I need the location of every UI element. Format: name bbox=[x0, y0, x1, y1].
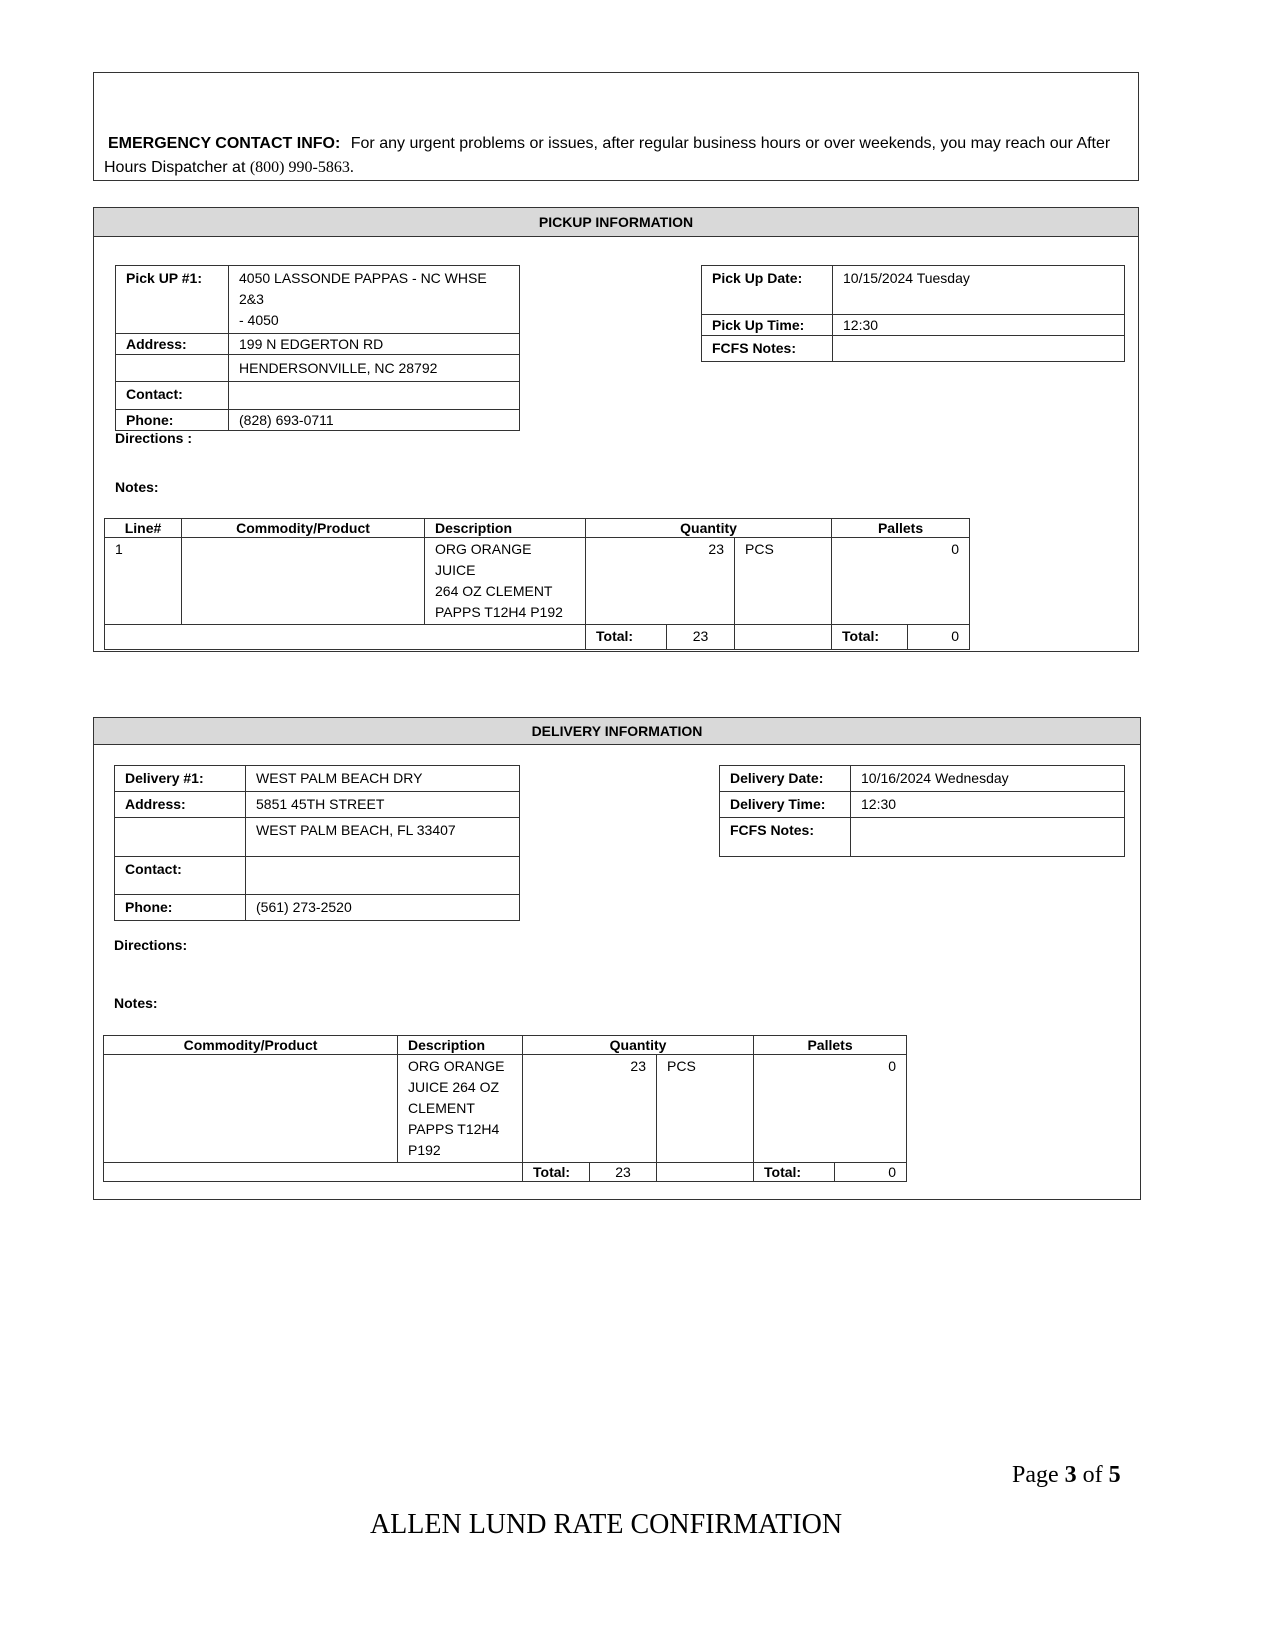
delivery-date-value: 10/16/2024 Wednesday bbox=[851, 766, 1125, 792]
delivery-desc-line-4: PAPPS T12H4 bbox=[408, 1121, 500, 1137]
pickup-schedule-table bbox=[701, 265, 1125, 362]
emergency-line-1 bbox=[108, 135, 1138, 153]
pickup-col-description: Description bbox=[425, 519, 586, 538]
page-total: 5 bbox=[1108, 1462, 1121, 1488]
pickup-location-table bbox=[115, 265, 520, 431]
delivery-desc-line-1: ORG ORANGE bbox=[408, 1058, 505, 1074]
pickup-date-label: Pick Up Date: bbox=[702, 266, 833, 315]
pickup-notes-label: Notes: bbox=[115, 479, 159, 495]
emergency-label: EMERGENCY CONTACT INFO: bbox=[108, 135, 341, 152]
delivery-col-quantity: Quantity bbox=[523, 1036, 754, 1055]
delivery-date-label: Delivery Date: bbox=[720, 766, 851, 792]
pickup-total-row bbox=[105, 625, 970, 650]
pickup-address-1: 199 N EDGERTON RD bbox=[229, 334, 520, 355]
pickup-row-unit: PCS bbox=[735, 538, 832, 625]
delivery-fcfs-value bbox=[851, 818, 1125, 857]
delivery-contact-value bbox=[246, 857, 520, 895]
delivery-col-pallets: Pallets bbox=[754, 1036, 907, 1055]
pickup-pallets-total-label: Total: bbox=[832, 625, 908, 650]
page-prefix: Page bbox=[1012, 1462, 1059, 1488]
pickup-col-commodity: Commodity/Product bbox=[182, 519, 425, 538]
delivery-qty-total: 23 bbox=[590, 1163, 657, 1182]
pickup-row-commodity bbox=[182, 538, 425, 625]
delivery-desc-line-3: CLEMENT bbox=[408, 1100, 475, 1116]
table-row bbox=[104, 1055, 907, 1163]
page-current: 3 bbox=[1064, 1462, 1077, 1488]
pickup-pallets-total: 0 bbox=[908, 625, 970, 650]
pickup-col-quantity: Quantity bbox=[586, 519, 832, 538]
pickup-desc-line-3: PAPPS T12H4 P192 bbox=[435, 604, 563, 620]
pickup-row-line: 1 bbox=[105, 538, 182, 625]
delivery-col-commodity: Commodity/Product bbox=[104, 1036, 398, 1055]
pickup-header: PICKUP INFORMATION bbox=[94, 208, 1138, 237]
pickup-fcfs-label: FCFS Notes: bbox=[702, 336, 833, 362]
pickup-fcfs-value bbox=[833, 336, 1125, 362]
emergency-text-2: Hours Dispatcher at bbox=[104, 159, 246, 176]
delivery-value: WEST PALM BEACH DRY bbox=[246, 766, 520, 792]
pickup-desc-line-1: ORG ORANGE JUICE bbox=[435, 541, 532, 578]
emergency-line-2 bbox=[104, 159, 1134, 177]
table-row bbox=[105, 538, 970, 625]
page-number bbox=[1012, 1462, 1121, 1489]
delivery-qty-total-label: Total: bbox=[523, 1163, 590, 1182]
pickup-row-qty: 23 bbox=[586, 538, 735, 625]
pickup-row-description bbox=[425, 538, 586, 625]
delivery-header: DELIVERY INFORMATION bbox=[94, 718, 1140, 745]
delivery-directions-label: Directions: bbox=[114, 937, 188, 953]
pickup-value-line-2: - 4050 bbox=[239, 312, 279, 328]
pickup-desc-line-2: 264 OZ CLEMENT bbox=[435, 583, 553, 599]
delivery-address-label: Address: bbox=[115, 792, 246, 818]
delivery-pallets-total: 0 bbox=[835, 1163, 907, 1182]
emergency-contact-box bbox=[93, 72, 1139, 181]
delivery-desc-line-2: JUICE 264 OZ bbox=[408, 1079, 500, 1095]
delivery-pallets-total-label: Total: bbox=[754, 1163, 835, 1182]
delivery-total-blank bbox=[104, 1163, 523, 1182]
pickup-qty-total-label: Total: bbox=[586, 625, 667, 650]
emergency-text-1: For any urgent problems or issues, after regular business hours or over weekends, you may reach our After bbox=[350, 135, 1111, 152]
delivery-total-unit-blank bbox=[657, 1163, 754, 1182]
page-of: of bbox=[1082, 1462, 1103, 1488]
pickup-address-blank bbox=[116, 355, 229, 382]
delivery-row-unit: PCS bbox=[657, 1055, 754, 1163]
delivery-address-1: 5851 45TH STREET bbox=[246, 792, 520, 818]
delivery-contact-label: Contact: bbox=[115, 857, 246, 895]
pickup-value-line-1: 4050 LASSONDE PAPPAS - NC WHSE 2&3 bbox=[239, 270, 487, 307]
pickup-phone-label: Phone: bbox=[116, 410, 229, 431]
delivery-phone-label: Phone: bbox=[115, 895, 246, 921]
delivery-commodity-table bbox=[103, 1035, 907, 1182]
pickup-col-line: Line# bbox=[105, 519, 182, 538]
delivery-fcfs-label: FCFS Notes: bbox=[720, 818, 851, 857]
pickup-value bbox=[229, 266, 520, 334]
delivery-desc-line-5: P192 bbox=[408, 1142, 441, 1158]
delivery-row-qty: 23 bbox=[523, 1055, 657, 1163]
delivery-notes-label: Notes: bbox=[114, 995, 158, 1011]
pickup-total-unit-blank bbox=[735, 625, 832, 650]
document-footer-title: ALLEN LUND RATE CONFIRMATION bbox=[369, 1509, 843, 1540]
pickup-row-pallets: 0 bbox=[832, 538, 970, 625]
delivery-phone-value: (561) 273-2520 bbox=[246, 895, 520, 921]
delivery-row-pallets: 0 bbox=[754, 1055, 907, 1163]
delivery-schedule-table bbox=[719, 765, 1125, 857]
pickup-directions-label: Directions : bbox=[115, 430, 193, 446]
delivery-col-description: Description bbox=[398, 1036, 523, 1055]
pickup-address-2: HENDERSONVILLE, NC 28792 bbox=[229, 355, 520, 382]
pickup-address-label: Address: bbox=[116, 334, 229, 355]
delivery-time-value: 12:30 bbox=[851, 792, 1125, 818]
pickup-col-pallets: Pallets bbox=[832, 519, 970, 538]
delivery-address-2: WEST PALM BEACH, FL 33407 bbox=[246, 818, 520, 857]
pickup-date-value: 10/15/2024 Tuesday bbox=[833, 266, 1125, 315]
pickup-commodity-table bbox=[104, 518, 970, 650]
pickup-contact-label: Contact: bbox=[116, 382, 229, 410]
delivery-section bbox=[93, 717, 1141, 1200]
pickup-contact-value bbox=[229, 382, 520, 410]
pickup-total-blank bbox=[105, 625, 586, 650]
pickup-label: Pick UP #1: bbox=[116, 266, 229, 334]
pickup-qty-total: 23 bbox=[667, 625, 735, 650]
pickup-phone-value: (828) 693-0711 bbox=[229, 410, 520, 431]
emergency-phone: (800) 990-5863. bbox=[249, 159, 354, 176]
delivery-total-row bbox=[104, 1163, 907, 1182]
delivery-row-description bbox=[398, 1055, 523, 1163]
delivery-row-commodity bbox=[104, 1055, 398, 1163]
delivery-time-label: Delivery Time: bbox=[720, 792, 851, 818]
pickup-section bbox=[93, 207, 1139, 652]
pickup-time-label: Pick Up Time: bbox=[702, 315, 833, 336]
delivery-label: Delivery #1: bbox=[115, 766, 246, 792]
pickup-time-value: 12:30 bbox=[833, 315, 1125, 336]
delivery-location-table bbox=[114, 765, 520, 921]
delivery-address-blank bbox=[115, 818, 246, 857]
